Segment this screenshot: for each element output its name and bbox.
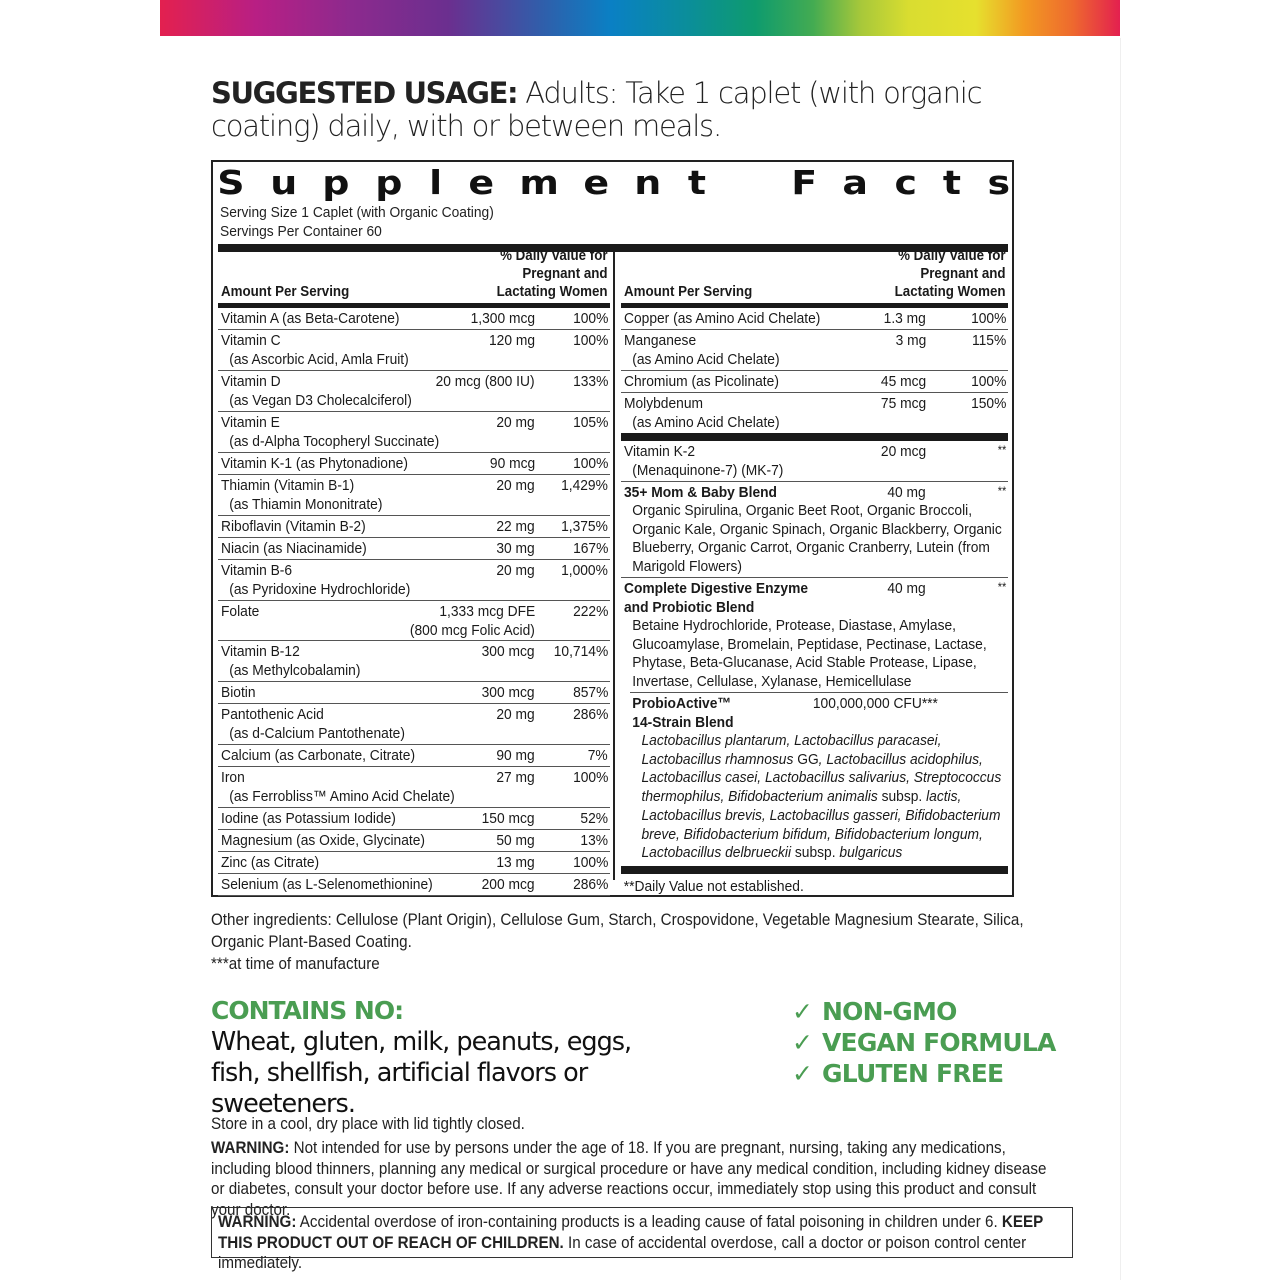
suggested-usage (211, 77, 1041, 143)
claim-non-gmo: ✓ NON-GMO (792, 997, 957, 1026)
nutrient-row: Vitamin B-12 (as Methylcobalamin) 300 mcg 10,714% (218, 641, 610, 682)
other-ingredients-text: Other ingredients: Cellulose (Plant Origin), Cellulose Gum, Starch, Crospovidone, Vegetable Magnesium Stearate, Silica, Organic Plant-Based Coating. (211, 911, 1024, 951)
nutrient-row: Manganese (as Amino Acid Chelate) 3 mg 115% (621, 330, 1008, 371)
claim-vegan: ✓ VEGAN FORMULA (792, 1028, 1056, 1057)
nutrient-row: Zinc (as Citrate) 13 mg 100% (218, 852, 610, 874)
serving-info (220, 203, 494, 241)
nutrient-row: Riboflavin (Vitamin B-2) 22 mg 1,375% (218, 516, 610, 538)
column-header: Amount Per Serving % Daily Value for Pregnant and Lactating Women (621, 252, 1008, 308)
nutrient-row: Magnesium (as Oxide, Glycinate) 50 mg 13% (218, 830, 610, 852)
other-ingredients (211, 909, 1039, 975)
nutrient-row: Calcium (as Carbonate, Citrate) 90 mg 7% (218, 745, 610, 767)
blend-row-mom-baby: 35+ Mom & Baby Blend 40 mg ** Organic Spirulina, Organic Beet Root, Organic Broccoli, Organic Kale, Organic Spinach, Organic Blackberry, Organic Blueberry, Organic Carrot, Organic Cranberry, Lutein (from Marigold Flowers) (621, 482, 1008, 578)
usage-text: Adults: Take 1 caplet (with organic coating) daily, with or between meals. (211, 76, 982, 143)
probiotic-strain-list: Lactobacillus plantarum, Lactobacillus paracasei, Lactobacillus rhamnosus GG, Lactobacillus acidophilus, Lactobacillus casei, Lactobacillus salivarius, Streptococcus thermophilus, Bifidobacterium animalis subsp. lactis, Lactobacillus brevis, Lactobacillus gasseri, Bifidobacterium breve, Bifidobacterium bifidum, Bifidobacterium longum, Lactobacillus delbrueckii subsp. bulgaricus (641, 732, 1002, 862)
general-warning: WARNING: Not intended for use by persons under the age of 18. If you are pregnant, nursing, taking any medications, including blood thinners, planning any medical or surgical procedure or have any medical condition, including kidney disease or diabetes, consult your doctor before use. If any adverse reactions occur, immediately stop using this product and consult your doctor. (211, 1139, 1047, 1219)
blend-row-enzyme-probiotic: Complete Digestive Enzyme and Probiotic Blend 40 mg ** Betaine Hydrochloride, Protease, Diastase, Amylase, Glucoamylase, Bromelain, Peptidase, Pectinase, Lactase, Phytase, Beta-Glucanase, Acid Stable Protease, Lipase, Invertase, Cellulase, Xylanase, Hemicellulase (624, 580, 1006, 690)
servings-per-container: Servings Per Container 60 (220, 223, 382, 240)
nutrient-row: Molybdenum (as Amino Acid Chelate) 75 mcg 150% (624, 395, 1006, 431)
check-icon: ✓ (792, 1059, 813, 1088)
nutrient-row: Vitamin A (as Beta-Carotene) 1,300 mcg 100% (218, 308, 610, 330)
supplement-facts-panel (211, 160, 1014, 897)
nutrient-row: Vitamin D (as Vegan D3 Cholecalciferol) 20 mcg (800 IU) 133% (218, 371, 610, 412)
iron-warning-box: WARNING: Accidental overdose of iron-containing products is a leading cause of fatal poisoning in children under 6. KEEP THIS PRODUCT OUT OF REACH OF CHILDREN. In case of accidental overdose, call a doctor or poison control center immediately. (211, 1207, 1073, 1258)
claim-gluten-free: ✓ GLUTEN FREE (792, 1059, 1004, 1088)
contains-no-title: CONTAINS NO: (211, 996, 404, 1025)
product-claims (792, 996, 1056, 1089)
label-edge-divider (1120, 38, 1121, 1280)
nutrient-row: Niacin (as Niacinamide) 30 mg 167% (218, 538, 610, 560)
manufacture-footnote: ***at time of manufacture (211, 955, 380, 973)
column-header: Amount Per Serving % Daily Value for Pregnant and Lactating Women (218, 252, 610, 308)
usage-label: SUGGESTED USAGE: (211, 76, 518, 110)
thick-rule (621, 866, 1008, 874)
nutrient-row: Biotin 300 mcg 857% (218, 682, 610, 704)
nutrient-rows-left (218, 308, 610, 896)
nutrient-row: Chromium (as Picolinate) 45 mcg 100% (621, 371, 1008, 393)
blend-row-probioactive: ProbioActive™ 14-Strain Blend 100,000,000 CFU*** Lactobacillus plantarum, Lactobacillus paracasei, Lactobacillus rhamnosus GG, Lactobacillus acidophilus, Lactobacillus casei, Lactobacillus salivarius, Streptococcus thermophilus, Bifidobacterium animalis subsp. lactis, Lactobacillus brevis, Lactobacillus gasseri, Bifidobacterium breve, Bifidobacterium bifidum, Bifidobacterium longum, Lactobacillus delbrueckii subsp. bulgaricus (621, 693, 1008, 866)
nutrient-row: Selenium (as L-Selenomethionine) 200 mcg 286% (218, 874, 610, 896)
dv-footnote: **Daily Value not established. (623, 877, 804, 895)
supplement-facts-title: S u p p l e m e n t F a c t s (217, 163, 1011, 202)
check-icon: ✓ (792, 1028, 813, 1057)
nutrient-row: Vitamin E (as d-Alpha Tocopheryl Succinate) 20 mg 105% (218, 412, 610, 453)
column-divider (613, 252, 615, 880)
thick-rule (218, 244, 1008, 252)
nutrient-row: Pantothenic Acid (as d-Calcium Pantothenate) 20 mg 286% (218, 704, 610, 745)
nutrient-row: Folate 1,333 mcg DFE (800 mcg Folic Acid) 222% (218, 601, 610, 641)
nutrient-row: Vitamin K-1 (as Phytonadione) 90 mcg 100% (218, 453, 610, 475)
nutrient-row: Thiamin (Vitamin B-1) (as Thiamin Mononitrate) 20 mg 1,429% (218, 475, 610, 516)
nutrient-row: Iron (as Ferrobliss™ Amino Acid Chelate) 27 mg 100% (218, 767, 610, 808)
nutrient-row: Copper (as Amino Acid Chelate) 1.3 mg 100% (621, 308, 1008, 330)
nutrient-column-left (218, 248, 610, 896)
storage-instructions: Store in a cool, dry place with lid tightly closed. (211, 1115, 525, 1133)
nutrient-rows-right (621, 308, 1008, 433)
nutrient-row: Iodine (as Potassium Iodide) 150 mcg 52% (218, 808, 610, 830)
contains-no-text: Wheat, gluten, milk, peanuts, eggs, fish, shellfish, artificial flavors or sweeteners. (211, 1027, 632, 1119)
nutrient-row: Vitamin B-6 (as Pyridoxine Hydrochloride) 20 mg 1,000% (218, 560, 610, 601)
serving-size: Serving Size 1 Caplet (with Organic Coating) (220, 204, 494, 221)
nutrient-column-right (621, 248, 1008, 899)
nutrient-row-vitamin-k2: Vitamin K-2 (Menaquinone-7) (MK-7) 20 mcg ** (621, 441, 1008, 482)
rainbow-header-band (160, 0, 1120, 36)
thick-rule (621, 433, 1008, 441)
nutrient-row: Vitamin C (as Ascorbic Acid, Amla Fruit) 120 mg 100% (218, 330, 610, 371)
check-icon: ✓ (792, 997, 813, 1026)
